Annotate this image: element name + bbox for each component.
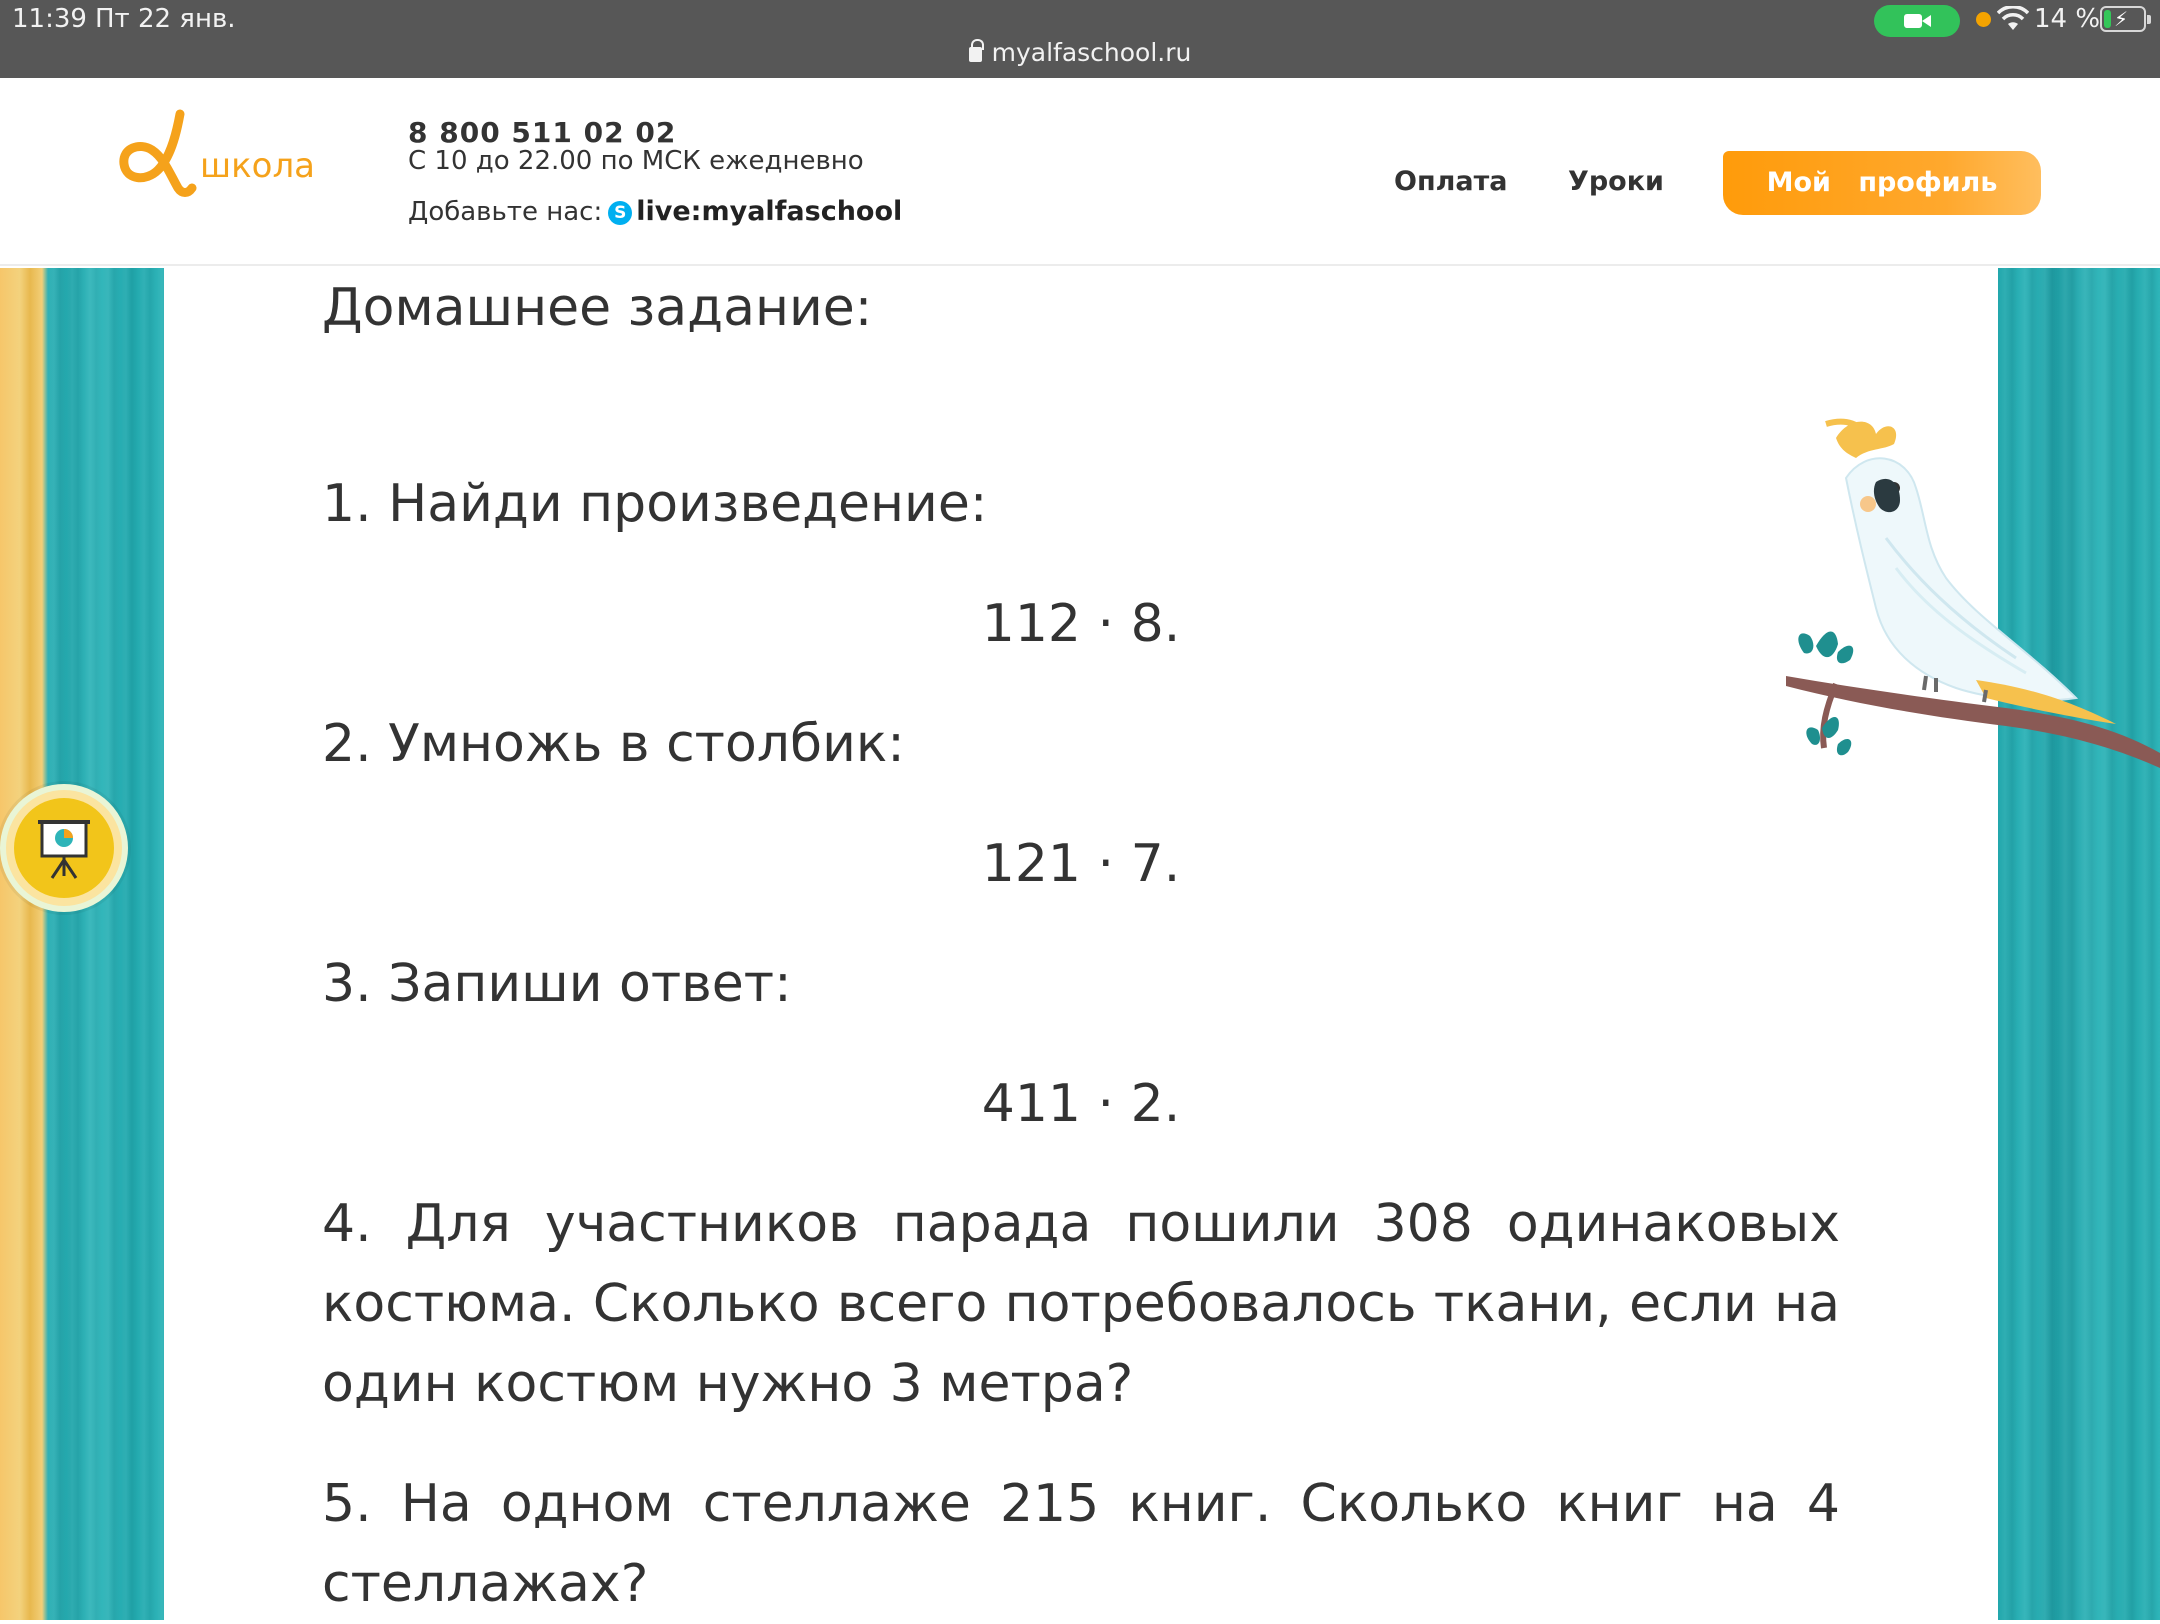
task-5-text: 5. На одном стеллаже 215 книг. Сколько книг на 4 стеллажах?	[322, 1474, 1840, 1614]
contact-phone[interactable]: 8 800 511 02 02	[408, 116, 677, 149]
contact-hours: С 10 до 22.00 по МСК ежедневно	[408, 146, 864, 176]
task-3-label: 3. Запиши ответ:	[322, 954, 792, 1014]
battery-icon: ⚡	[2100, 6, 2146, 32]
mic-indicator-icon	[1976, 12, 1991, 27]
task-1-expression: 112 · 8.	[981, 594, 1181, 654]
address-bar[interactable]	[0, 38, 2160, 67]
site-header	[0, 78, 2160, 266]
status-date: Пт 22 янв.	[95, 4, 236, 34]
logo-text: школа	[200, 146, 316, 186]
address-bar-url: myalfaschool.ru	[991, 38, 1192, 67]
cockatoo-illustration	[1776, 408, 2160, 788]
add-us-label: Добавьте нас:	[408, 197, 603, 227]
task-1-label: 1. Найди произведение:	[322, 474, 988, 534]
skype-icon: S	[608, 201, 632, 225]
nav-lessons[interactable]: Уроки	[1568, 166, 1664, 197]
task-2-expression: 121 · 7.	[981, 834, 1181, 894]
battery-percent: 14 %	[2034, 4, 2101, 34]
task-3-expression: 411 · 2.	[981, 1074, 1181, 1134]
nav-payment[interactable]: Оплата	[1394, 166, 1508, 197]
ios-status-bar	[0, 0, 2160, 78]
alpha-logo-icon	[118, 108, 208, 208]
presentation-board-icon	[14, 798, 114, 898]
skype-contact	[408, 196, 902, 227]
left-background-texture	[48, 268, 164, 1620]
presentation-button[interactable]	[0, 784, 128, 912]
wifi-icon	[1997, 6, 2029, 32]
task-4-text: 4. Для участников парада пошили 308 одинаковых костюма. Сколько всего потребовалось ткани, если на один костюм нужно 3 метра?	[322, 1194, 1840, 1414]
lock-icon	[969, 47, 982, 62]
homework-content	[164, 268, 1998, 1620]
camera-in-use-icon[interactable]	[1874, 5, 1960, 37]
alfaschool-logo[interactable]	[118, 108, 316, 208]
homework-title: Домашнее задание:	[322, 278, 873, 338]
my-profile-button[interactable]: Мой профиль	[1723, 151, 2041, 215]
task-2-label: 2. Умножь в столбик:	[322, 714, 905, 774]
skype-id-link[interactable]: live:myalfaschool	[636, 196, 903, 227]
status-time: 11:39	[12, 4, 87, 34]
